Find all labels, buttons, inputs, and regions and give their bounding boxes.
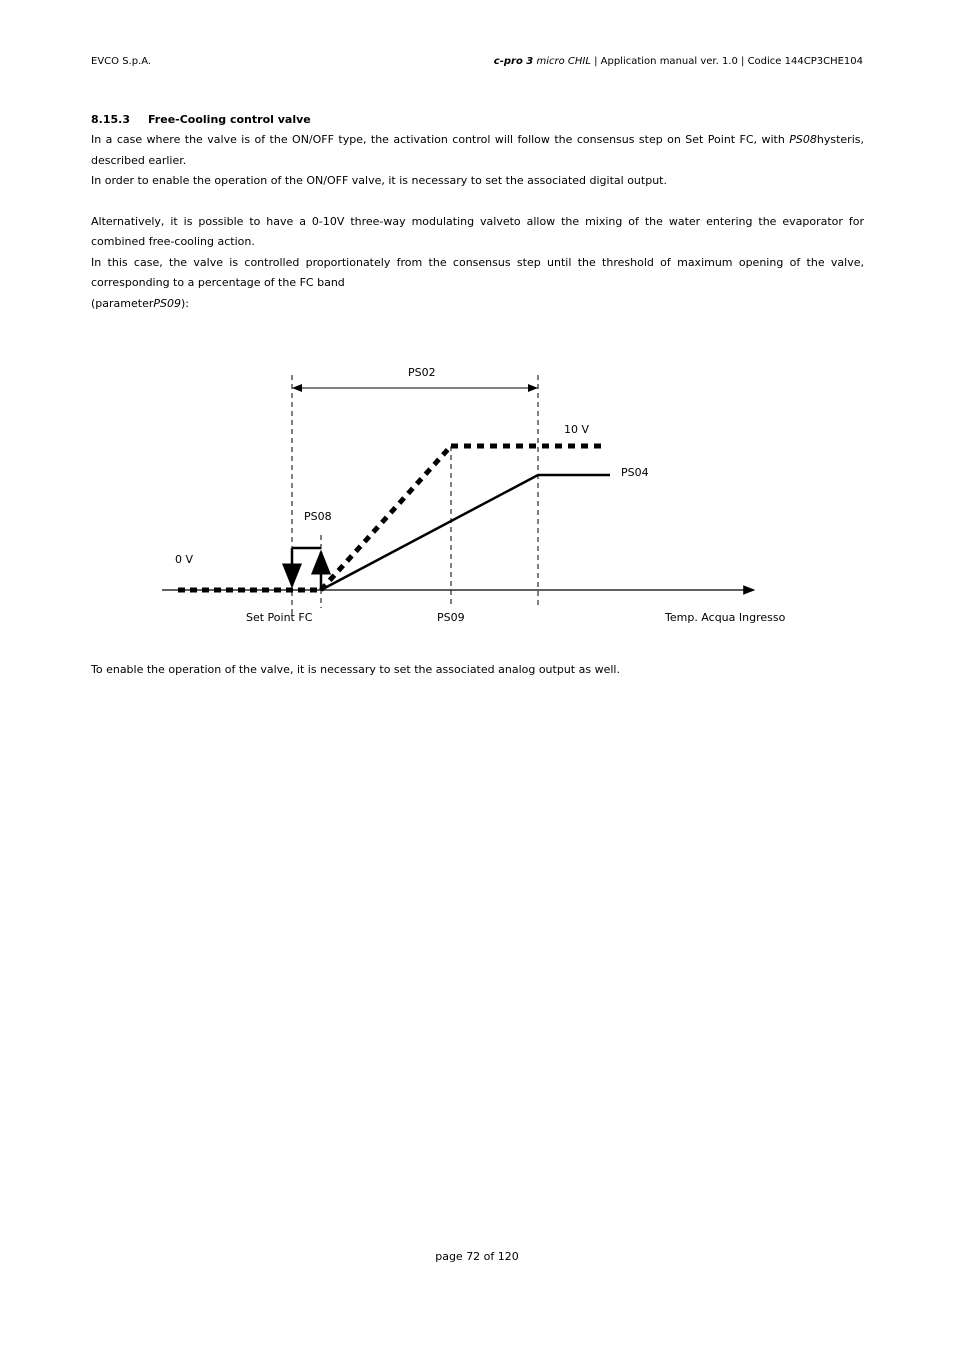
dotted-ramp	[321, 446, 451, 590]
paragraph-onoff	[91, 130, 864, 171]
label-ps09: PS09	[437, 611, 465, 624]
section-heading	[91, 113, 864, 126]
label-axis: Temp. Acqua Ingresso	[665, 611, 786, 624]
label-ps04: PS04	[621, 466, 649, 479]
header-manual-text: | Application manual ver. 1.0 | Codice 144CP3CHE104	[594, 56, 863, 67]
main-content	[91, 113, 864, 314]
label-ps08: PS08	[304, 510, 332, 523]
label-0v: 0 V	[175, 553, 194, 566]
header-product: c-pro 3	[493, 56, 534, 67]
paragraph-onoff-tail: hysteris, described earlier.	[91, 133, 864, 167]
paragraph-digital-output: In order to enable the operation of the ON/OFF valve, it is necessary to set the associated digital output.	[91, 174, 667, 187]
paragraph-modulating: Alternatively, it is possible to have a 0-10V three-way modulating valveto allow the mixing of the water entering the evaporator for combined free-cooling action.	[91, 214, 864, 248]
paragraph-parameter	[91, 294, 864, 315]
param-ps08: PS08	[789, 133, 817, 146]
section-title: Free-Cooling control valve	[148, 113, 311, 126]
closing-paragraph: To enable the operation of the valve, it is necessary to set the associated analog output as well.	[91, 663, 620, 676]
label-10v: 10 V	[564, 423, 590, 436]
paragraph-proportional: In this case, the valve is controlled proportionately from the consensus step until the threshold of maximum opening of the valve, corresponding to a percentage of the FC band	[91, 255, 864, 289]
header-product-variant: micro CHIL	[536, 56, 591, 67]
diagram-graphic	[150, 360, 790, 630]
valve-control-diagram	[150, 360, 790, 630]
page-number: page 72 of 120	[435, 1250, 519, 1263]
label-setpoint-fc: Set Point FC	[246, 611, 313, 624]
solid-ramp	[321, 475, 610, 590]
parameter-suffix: ):	[181, 296, 189, 310]
header-company: EVCO S.p.A.	[91, 56, 152, 67]
section-number: 8.15.3	[91, 113, 130, 126]
label-ps02: PS02	[408, 366, 436, 379]
param-ps09: PS09	[153, 296, 181, 310]
header-manual-info	[494, 56, 863, 67]
parameter-prefix: (parameter	[91, 296, 154, 310]
paragraph-onoff-text: In a case where the valve is of the ON/OFF type, the activation control will follow the consensus step on Set Point FC, with	[91, 133, 785, 146]
